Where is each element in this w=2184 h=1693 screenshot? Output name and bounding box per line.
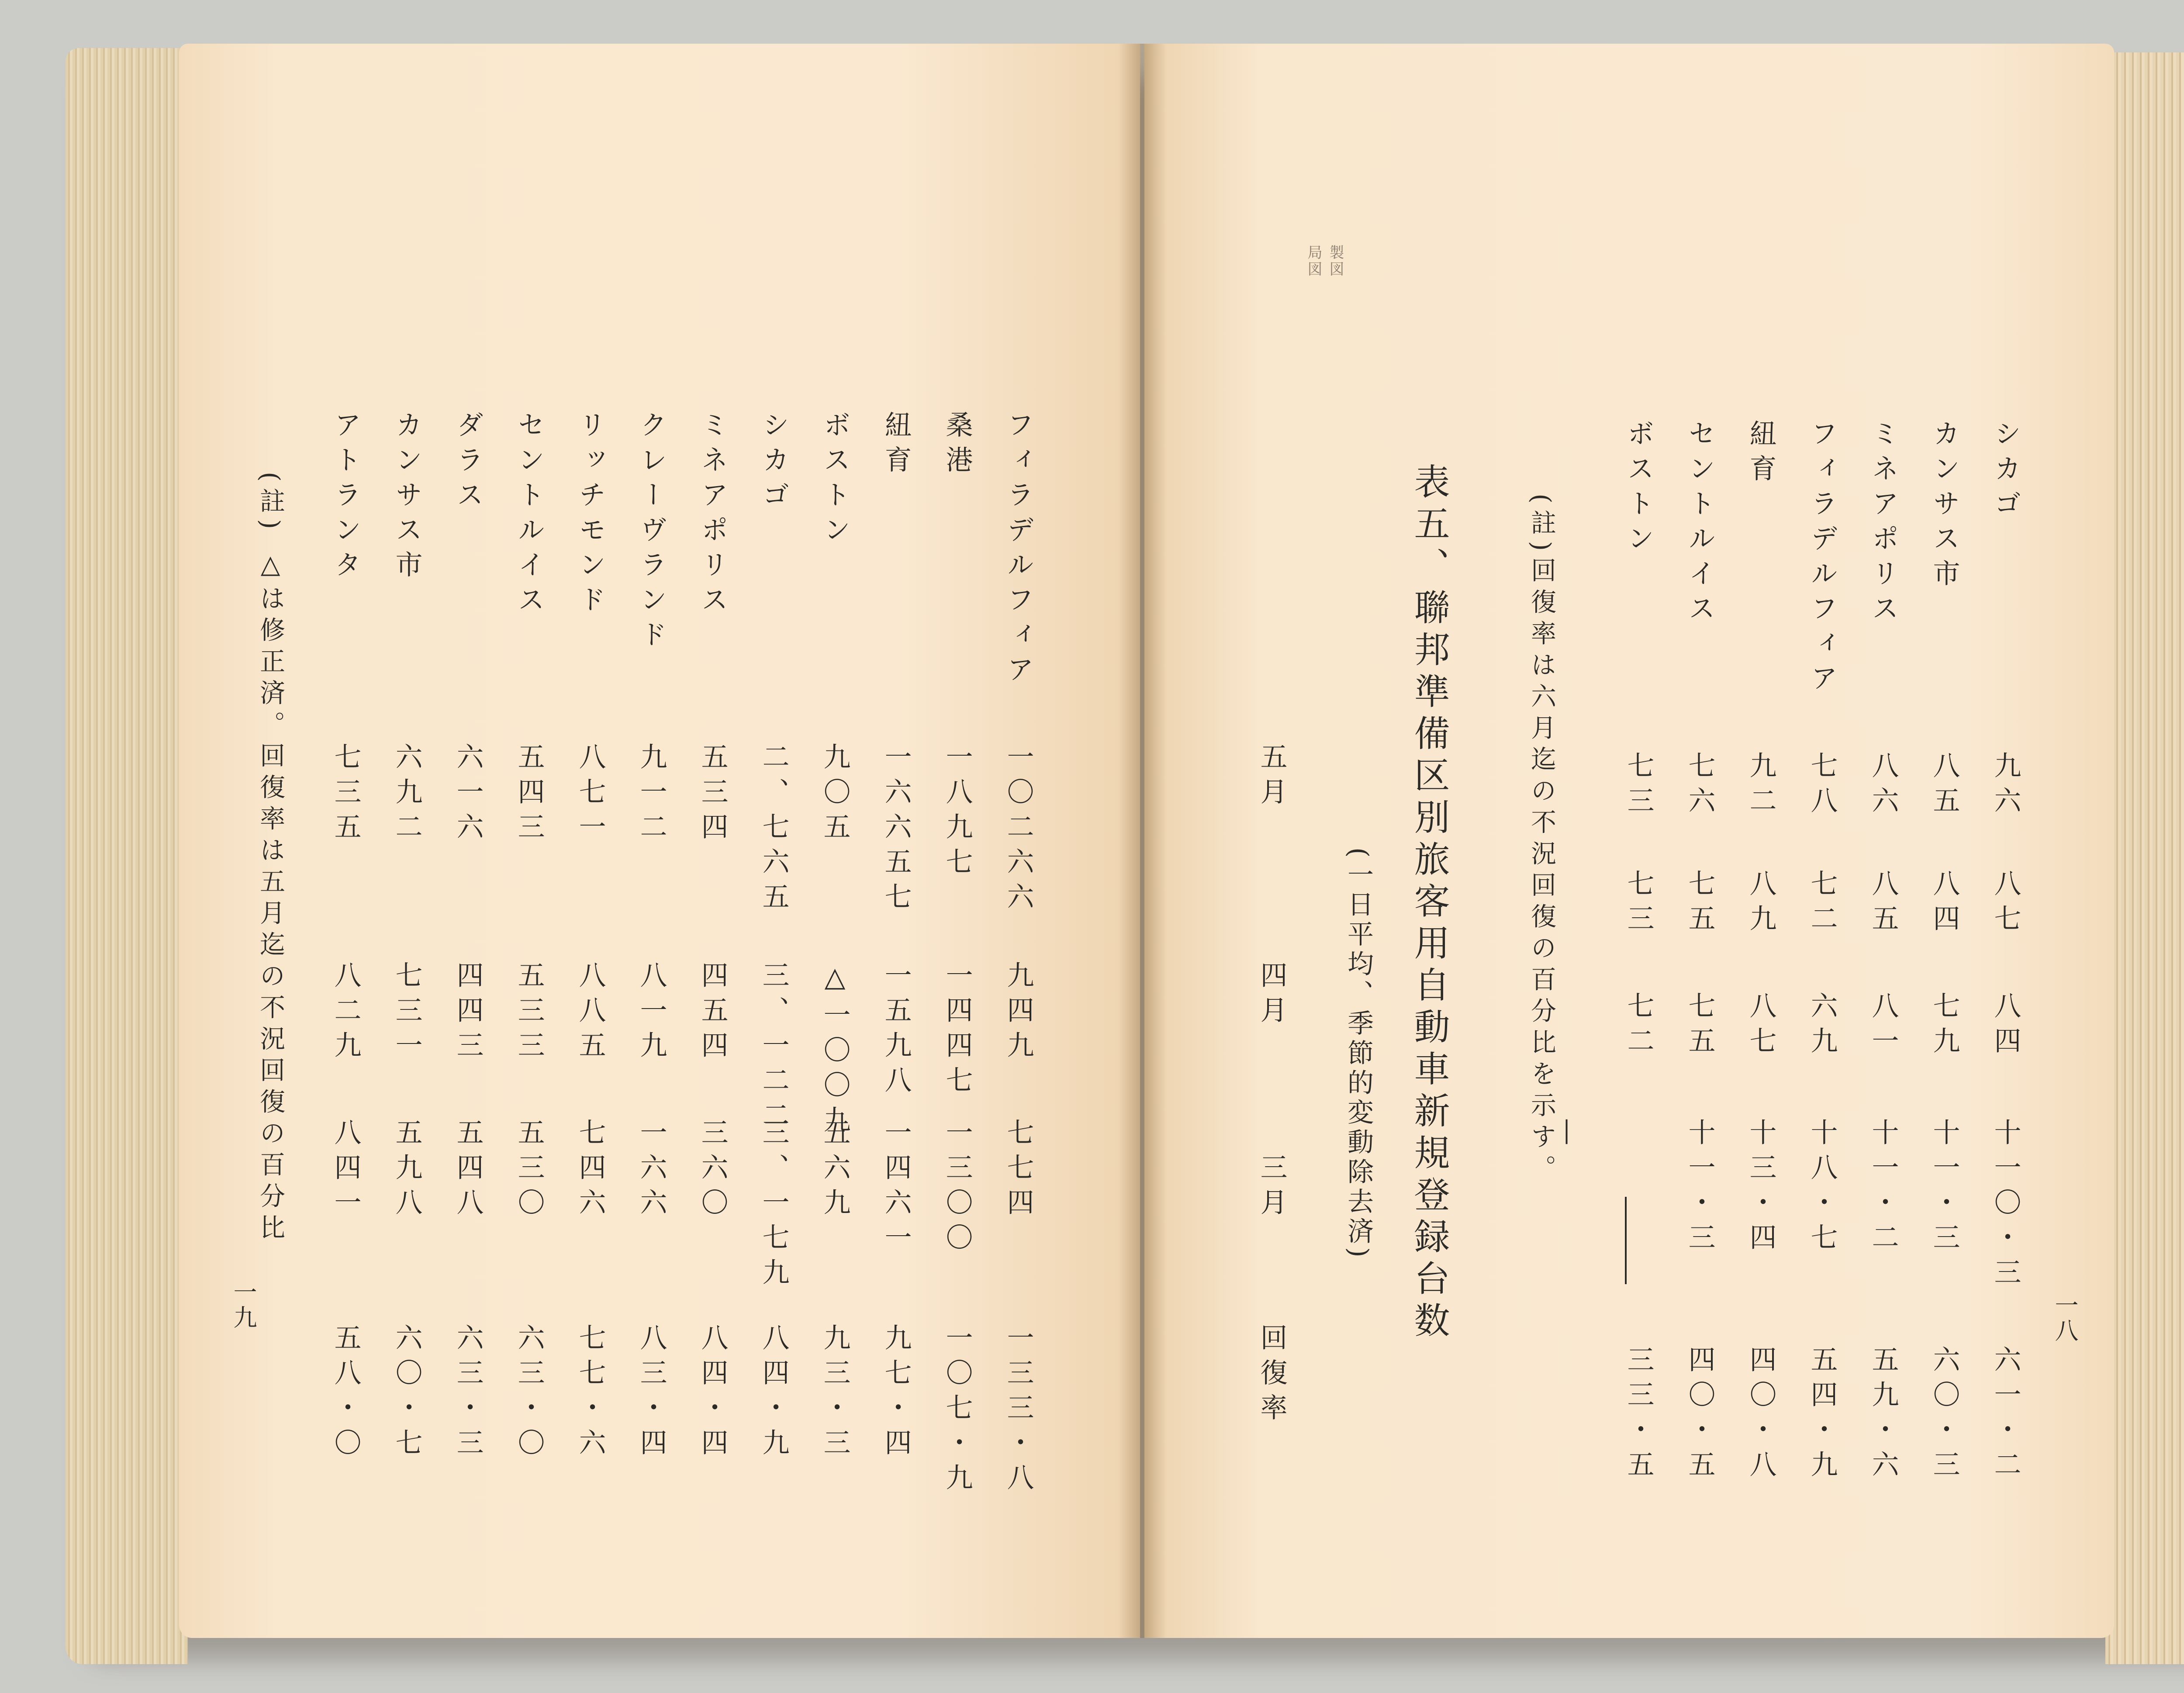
city-name: 紐育 [1745, 419, 1777, 489]
value-cell: 七五 [1684, 992, 1716, 1061]
city-name: ミネアポリス [697, 411, 729, 620]
value-cell: 九三・三 [819, 1323, 851, 1463]
city-name: ボストン [1623, 419, 1655, 559]
city-name: フィラデルフィア [1806, 419, 1838, 699]
city-name: セントルイス [513, 411, 545, 620]
value-cell: 一〇七・九 [941, 1323, 973, 1498]
value-cell: 七二 [1623, 992, 1655, 1061]
value-cell: — [1553, 1118, 1585, 1153]
value-cell: 八五 [1867, 869, 1899, 939]
header-cell: 三月 [1256, 1153, 1288, 1223]
value-cell: 十一〇・三 [1990, 1118, 2022, 1293]
city-name: カンサス市 [391, 411, 423, 585]
city-name: カンサス市 [1928, 419, 1960, 594]
header-cell: 四月 [1256, 961, 1288, 1031]
value-cell: 七三 [1623, 751, 1655, 821]
value-cell: 七七四 [1002, 1118, 1034, 1223]
city-name: 桑港 [941, 411, 973, 480]
value-cell: 七五 [1684, 869, 1716, 939]
value-cell: 十三・四 [1745, 1118, 1777, 1258]
value-cell: 三、一二二 [758, 961, 790, 1136]
value-cell: 五六九 [819, 1118, 851, 1223]
value-cell: 五八・〇 [330, 1323, 362, 1463]
value-cell: 六三・〇 [513, 1323, 545, 1463]
value-cell: 五四三 [513, 743, 545, 847]
value-cell: 九四九 [1002, 961, 1034, 1066]
value-cell: 七三一 [391, 961, 423, 1066]
value-cell: 八一九 [636, 961, 667, 1066]
book-gutter [1118, 44, 1166, 1638]
value-cell: △一〇〇九 [819, 961, 851, 1140]
value-cell: 一〇二六六 [1002, 743, 1034, 917]
value-cell: 五四・九 [1806, 1345, 1838, 1485]
value-cell: 九六 [1990, 751, 2022, 821]
value-cell: 四五四 [697, 961, 729, 1066]
value-cell: 七三 [1623, 869, 1655, 939]
value-cell: 五三〇 [513, 1118, 545, 1223]
value-cell: 八七 [1990, 869, 2022, 939]
city-name: アトランタ [330, 411, 362, 585]
value-cell: 五三三 [513, 961, 545, 1066]
value-cell: 六三・三 [452, 1323, 484, 1463]
value-cell: 五九・六 [1867, 1345, 1899, 1485]
value-cell: 六一・二 [1990, 1345, 2022, 1485]
page-number-right: 一八 [2051, 1293, 2079, 1344]
value-cell: 八四一 [330, 1118, 362, 1223]
value-cell: 七二 [1806, 869, 1838, 939]
value-cell: 七六 [1684, 751, 1716, 821]
margin-stamp: 局図 [1305, 245, 1322, 278]
city-name: クレーヴランド [636, 411, 667, 655]
city-name: 紐育 [880, 411, 912, 480]
value-cell: 四四三 [452, 961, 484, 1066]
value-cell: 一五九八 [880, 961, 912, 1101]
city-name: フィラデルフィア [1002, 411, 1034, 690]
value-cell: 一六六五七 [880, 743, 912, 917]
city-name: リッチモンド [574, 411, 606, 620]
value-cell: 八二九 [330, 961, 362, 1066]
value-cell: 三三・五 [1623, 1345, 1655, 1485]
value-cell: 九〇五 [819, 743, 851, 847]
value-cell: 六〇・三 [1928, 1345, 1960, 1485]
page-edges-left [66, 48, 188, 1664]
value-cell: 八七 [1745, 992, 1777, 1061]
value-cell: 八七一 [574, 743, 606, 847]
value-cell: 十八・七 [1806, 1118, 1838, 1258]
value-cell: 一六六 [636, 1118, 667, 1223]
page-number-left: 一九 [230, 1280, 257, 1330]
value-cell: 六九 [1806, 992, 1838, 1061]
value-cell: 九七・四 [880, 1323, 912, 1463]
value-cell: 七八 [1806, 751, 1838, 821]
value-cell: 七七・六 [574, 1323, 606, 1463]
city-name: ボストン [819, 411, 851, 550]
value-cell: 一三三・八 [1002, 1323, 1034, 1498]
value-cell: 四〇・五 [1684, 1345, 1716, 1485]
value-cell: 七四六 [574, 1118, 606, 1223]
value-cell: 六九二 [391, 743, 423, 847]
city-name: ミネアポリス [1867, 419, 1899, 629]
value-cell: 八四・四 [697, 1323, 729, 1463]
left-footnote: (註) △は修正済。回復率は五月迄の不況回復の百分比 [256, 472, 285, 1246]
city-name: セントルイス [1684, 419, 1716, 629]
value-cell: 六〇・七 [391, 1323, 423, 1463]
value-cell: 八四 [1990, 992, 2022, 1061]
value-cell: 八八五 [574, 961, 606, 1066]
value-cell: 四〇・八 [1745, 1345, 1777, 1485]
value-cell: 九二 [1745, 751, 1777, 821]
value-cell: 九一二 [636, 743, 667, 847]
value-cell: 六一六 [452, 743, 484, 847]
value-cell: 一四六一 [880, 1118, 912, 1258]
value-cell: 八五 [1928, 751, 1960, 821]
value-cell: 五三四 [697, 743, 729, 847]
city-name: シカゴ [1990, 419, 2022, 524]
header-cell: 五月 [1256, 743, 1288, 812]
value-cell: 五九八 [391, 1118, 423, 1223]
header-cell: 回復率 [1256, 1323, 1288, 1428]
city-name: ダラス [452, 411, 484, 515]
value-cell: 八三・四 [636, 1323, 667, 1463]
value-cell: 八四 [1928, 869, 1960, 939]
margin-stamp: 製図 [1327, 245, 1344, 278]
page-edges-right [2105, 52, 2184, 1664]
value-cell: 十一・二 [1867, 1118, 1899, 1258]
value-cell: 二、七六五 [758, 743, 790, 917]
value-cell: 八一 [1867, 992, 1899, 1061]
value-cell: 七三五 [330, 743, 362, 847]
value-cell: 三六〇 [697, 1118, 729, 1223]
dash-mark [1625, 1197, 1627, 1284]
value-cell: 三、一七九 [758, 1118, 790, 1293]
value-cell: 八六 [1867, 751, 1899, 821]
value-cell: 十一・三 [1684, 1118, 1716, 1258]
value-cell: 一三〇〇 [941, 1118, 973, 1258]
value-cell: 八四・九 [758, 1323, 790, 1463]
value-cell: 七九 [1928, 992, 1960, 1061]
value-cell: 八九 [1745, 869, 1777, 939]
value-cell: 一四四七 [941, 961, 973, 1101]
city-name: シカゴ [758, 411, 790, 515]
value-cell: 一八九七 [941, 743, 973, 882]
value-cell: 五四八 [452, 1118, 484, 1223]
value-cell: 十一・三 [1928, 1118, 1960, 1258]
table-subtitle: (一日平均、季節的変動除去済) [1343, 847, 1374, 1261]
right-footnote: (註)回復率は六月迄の不況回復の百分比を示す。 [1527, 494, 1556, 1186]
table-title: 表五、聯邦準備区別旅客用自動車新規登録台数 [1408, 463, 1450, 1344]
